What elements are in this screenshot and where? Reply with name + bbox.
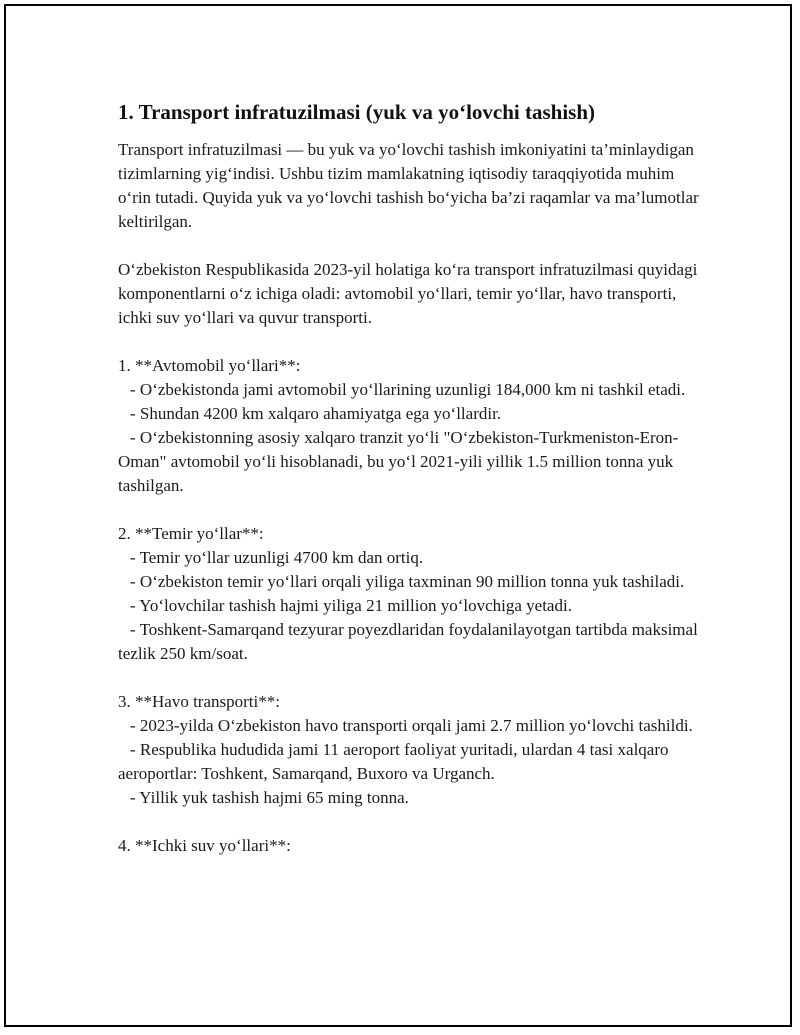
section-heading: 3. **Havo transporti**: [118, 692, 280, 711]
document-page [4, 4, 792, 1027]
list-item-text: - Respublika hududida jami 11 aeroport faoliyat yuritadi, ulardan 4 tasi xalqaro aeroportlar: Toshkent, Samarqand, Buxoro va Urganch. [118, 740, 669, 783]
list-item [118, 594, 708, 618]
list-item [118, 402, 708, 426]
list-item-text: - 2023-yilda O‘zbekiston havo transporti orqali jami 2.7 million yo‘lovchi tashildi. [130, 716, 693, 735]
list-item-text: - Toshkent-Samarqand tezyurar poyezdlaridan foydalanilayotgan tartibda maksimal tezlik 250 km/soat. [118, 620, 698, 663]
document-body [118, 98, 708, 882]
list-item-text: - O‘zbekistonning asosiy xalqaro tranzit yo‘li "O‘zbekiston-Turkmeniston-Eron-Oman" avtomobil yo‘li hisoblanadi, bu yo‘l 2021-yili yillik 1.5 million tonna yuk tashilgan. [118, 428, 679, 495]
list-item-text: - Shundan 4200 km xalqaro ahamiyatga ega yo‘llardir. [130, 404, 502, 423]
list-item [118, 570, 708, 594]
list-item [118, 426, 708, 498]
section-rail [118, 522, 708, 666]
list-item-text: - O‘zbekiston temir yo‘llari orqali yiliga taxminan 90 million tonna yuk tashiladi. [130, 572, 685, 591]
list-item [118, 714, 708, 738]
intro-paragraph: Transport infratuzilmasi — bu yuk va yo‘lovchi tashish imkoniyatini ta’minlaydigan tizimlarning yig‘indisi. Ushbu tizim mamlakatning iqtisodiy taraqqiyotida muhim o‘rin tutadi. Quyida yuk va yo‘lovchi tashish bo‘yicha ba’zi raqamlar va ma’lumotlar keltirilgan. [118, 140, 699, 231]
list-item [118, 786, 708, 810]
list-item-text: - O‘zbekistonda jami avtomobil yo‘llarining uzunligi 184,000 km ni tashkil etadi. [130, 380, 686, 399]
list-item [118, 618, 708, 666]
list-item [118, 546, 708, 570]
list-item [118, 378, 708, 402]
list-item-text: - Yo‘lovchilar tashish hajmi yiliga 21 million yo‘lovchiga yetadi. [130, 596, 572, 615]
document-title: 1. Transport infratuzilmasi (yuk va yo‘lovchi tashish) [118, 100, 596, 124]
list-item-text: - Yillik yuk tashish hajmi 65 ming tonna. [130, 788, 409, 807]
section-waterways [118, 834, 708, 858]
list-item [118, 738, 708, 786]
section-air [118, 690, 708, 810]
list-item-text: - Temir yo‘llar uzunligi 4700 km dan ortiq. [130, 548, 424, 567]
section-heading: 4. **Ichki suv yo‘llari**: [118, 836, 291, 855]
section-heading: 2. **Temir yo‘llar**: [118, 524, 264, 543]
section-heading: 1. **Avtomobil yo‘llari**: [118, 356, 301, 375]
components-paragraph: O‘zbekiston Respublikasida 2023-yil holatiga ko‘ra transport infratuzilmasi quyidagi komponentlarni o‘z ichiga oladi: avtomobil yo‘llari, temir yo‘llar, havo transporti, ichki suv yo‘llari va quvur transporti. [118, 260, 698, 327]
section-road [118, 354, 708, 498]
